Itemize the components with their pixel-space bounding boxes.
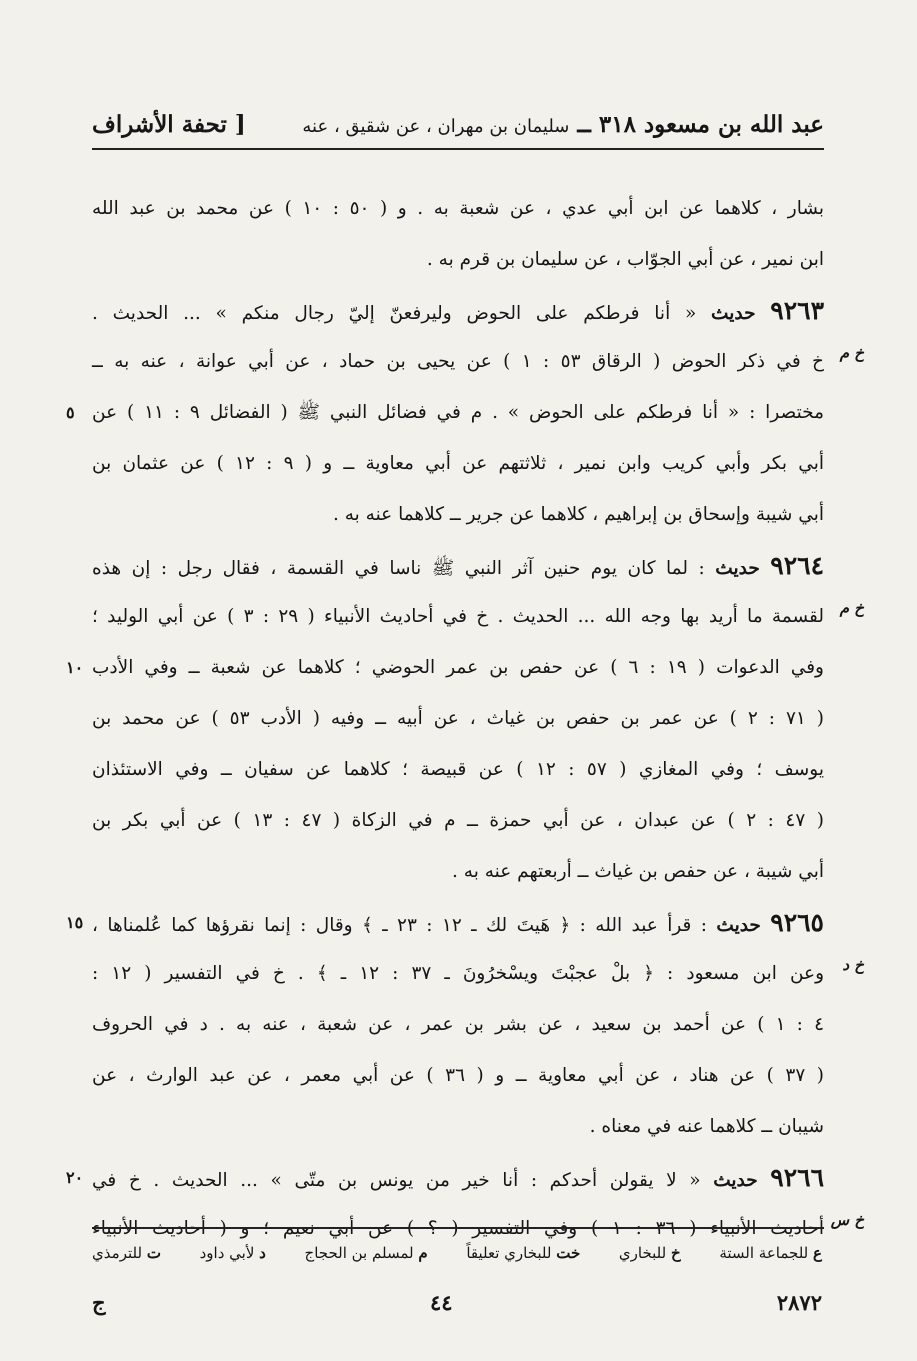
header-title: عبد الله بن مسعود ٣١٨ ــ: [577, 110, 824, 138]
header-book-title: [ تحفة الأشراف: [92, 110, 246, 138]
hadith-heading-line: [66, 1152, 825, 1203]
text-line: [92, 795, 824, 846]
line-text: ( ٧١ : ٢ ) عن عمر بن حفص بن غياث ، عن أبيه ــ وفيه ( الأدب ٥٣ ) عن محمد بن: [92, 708, 824, 729]
line-text: أحاديث الأنبياء ( ٣٦ : ١ ) وفي التفسير ( ؟ ) عن أبي نعيم ؛ و ( أحاديث الأنبياء: [92, 1218, 825, 1239]
hadith-number: ٩٢٦٣: [770, 296, 824, 325]
header-title-group: [302, 111, 824, 138]
abbreviation-label: للجماعة الستة: [719, 1244, 809, 1262]
text-line: [92, 1050, 824, 1101]
source-siglum: خ م: [839, 599, 864, 617]
line-text: يوسف ؛ وفي المغازي ( ٥٧ : ١٢ ) عن قبيصة ؛ كلاهما عن سفيان ــ وفي الاستئذان: [92, 759, 824, 780]
line-text: « لا يقولن أحدكم : أنا خير من يونس بن متّى » ... الحديث . خ في: [92, 1170, 701, 1191]
hadith-heading-line: [92, 285, 824, 336]
line-text: مختصرا : « أنا فرطكم على الحوض » . م في فضائل النبي ﷺ ( الفضائل ٩ : ١١ ) عن: [92, 402, 825, 423]
text-line: [92, 999, 824, 1050]
text-line: [66, 387, 825, 438]
margin-line-number: ١٠: [66, 658, 84, 677]
text-line: [66, 642, 824, 693]
volume-mark: ج: [92, 1289, 106, 1315]
text-body: [66, 183, 864, 1254]
hadith-heading-line: [92, 540, 824, 591]
line-text: ابن نمير ، عن أبي الجوّاب ، عن سليمان بن قرم به .: [426, 249, 824, 270]
abbreviation-symbol: ت: [146, 1244, 161, 1262]
abbreviation-label: لأبي داود: [199, 1244, 255, 1262]
hadith-keyword: حديث: [715, 558, 760, 579]
text-line: [92, 489, 824, 540]
line-text: « أنا فرطكم على الحوض وليرفعنّ إليّ رجال منكم » ... الحديث .: [92, 303, 697, 324]
abbreviation-label: لمسلم بن الحجاج: [304, 1244, 414, 1262]
serial-number: ٢٨٧٢: [776, 1289, 822, 1315]
abbreviation-item: [719, 1244, 822, 1262]
line-text: أبي شيبة وإسحاق بن إبراهيم ، كلاهما عن جرير ــ كلاهما عنه به .: [332, 504, 824, 525]
abbreviation-item: [305, 1244, 428, 1262]
hadith-keyword: حديث: [716, 915, 761, 936]
line-text: وعن ابن مسعود : ﴿ بلْ عجبْتَ ويسْخرُونَ ـ ٣٧ : ١٢ ـ ﴾ . خ في التفسير ( ١٢ :: [92, 963, 825, 984]
abbreviation-key: [92, 1238, 822, 1268]
abbreviation-symbol: م: [418, 1244, 428, 1262]
hadith-heading-line: [66, 897, 824, 948]
abbreviation-label: للبخاري تعليقاً: [466, 1244, 552, 1262]
abbreviation-symbol: خ: [671, 1244, 681, 1262]
page-number: ٤٤: [429, 1289, 453, 1315]
margin-line-number: ١٥: [66, 913, 84, 932]
source-siglum: خ د: [842, 956, 864, 974]
line-text: ( ٣٧ ) عن هناد ، عن أبي معاوية ــ و ( ٣٦ ) عن أبي معمر ، عن عبد الوارث ، عن: [92, 1065, 824, 1086]
source-siglum: خ م: [839, 344, 864, 362]
margin-line-number: ٥: [66, 403, 75, 422]
hadith-keyword: حديث: [711, 303, 756, 324]
text-line: [92, 183, 824, 234]
text-line: [92, 336, 864, 387]
text-line: [92, 234, 824, 285]
line-text: ٤ : ١ ) عن أحمد بن سعيد ، عن بشر بن عمر ، عن شعبة ، عنه به . د في الحروف: [92, 1014, 825, 1035]
abbreviation-item: [92, 1244, 161, 1262]
margin-line-number: ٢٠: [66, 1168, 84, 1187]
text-line: [92, 438, 824, 489]
hadith-number: ٩٢٦٥: [770, 908, 824, 937]
source-siglum: خ س: [830, 1211, 864, 1229]
abbreviation-symbol: خت: [556, 1244, 581, 1262]
footnote-rule: [92, 1227, 824, 1229]
abbreviation-symbol: د: [259, 1244, 266, 1262]
line-text: شيبان ــ كلاهما عنه في معناه .: [589, 1116, 824, 1137]
abbreviation-item: [466, 1244, 580, 1262]
abbreviation-label: للترمذي: [92, 1244, 143, 1262]
line-text: ( ٤٧ : ٢ ) عن عبدان ، عن أبي حمزة ــ م في الزكاة ( ٤٧ : ١٣ ) عن أبي بكر بن: [92, 810, 824, 831]
text-line: [92, 693, 824, 744]
text-line: [92, 744, 824, 795]
abbreviation-symbol: ع: [813, 1244, 822, 1262]
line-text: : لما كان يوم حنين آثر النبي ﷺ ناسا في القسمة ، فقال رجل : إن هذه: [92, 558, 705, 579]
header-subtitle: سليمان بن مهران ، عن شقيق ، عنه: [302, 115, 570, 137]
line-text: أبي شيبة ، عن حفص بن غياث ــ أربعتهم عنه به .: [452, 861, 824, 882]
line-text: لقسمة ما أريد بها وجه الله ... الحديث . خ في أحاديث الأنبياء ( ٢٩ : ٣ ) عن أبي الوليد ؛: [92, 606, 824, 627]
text-line: [92, 591, 864, 642]
hadith-number: ٩٢٦٦: [770, 1163, 825, 1192]
line-text: أبي بكر وأبي كريب وابن نمير ، ثلاثتهم عن أبي معاوية ــ و ( ٩ : ١٢ ) عن عثمان بن: [92, 453, 825, 474]
hadith-number: ٩٢٦٤: [770, 551, 825, 580]
line-text: : قرأ عبد الله : ﴿ هَيتَ لك ـ ١٢ : ٢٣ ـ ﴾ وقال : إنما نقرؤها كما عُلمناها ،: [92, 915, 708, 936]
page-footer: [92, 1282, 822, 1322]
line-text: بشار ، كلاهما عن ابن أبي عدي ، عن شعبة به . و ( ٥٠ : ١٠ ) عن محمد بن عبد الله: [92, 198, 825, 219]
abbreviation-item: [200, 1244, 266, 1262]
abbreviation-item: [619, 1244, 681, 1262]
abbreviation-label: للبخاري: [618, 1244, 667, 1262]
text-line: [92, 1101, 824, 1152]
line-text: خ في ذكر الحوض ( الرقاق ٥٣ : ١ ) عن يحيى بن حماد ، عن أبي عوانة ، عنه به ــ: [92, 351, 825, 372]
text-line: [92, 948, 864, 999]
hadith-keyword: حديث: [713, 1170, 758, 1191]
line-text: وفي الدعوات ( ١٩ : ٦ ) عن حفص بن عمر الحوضي ؛ كلاهما عن شعبة ــ وفي الأدب: [92, 657, 824, 678]
text-line: [92, 846, 824, 897]
running-header: [92, 100, 824, 150]
